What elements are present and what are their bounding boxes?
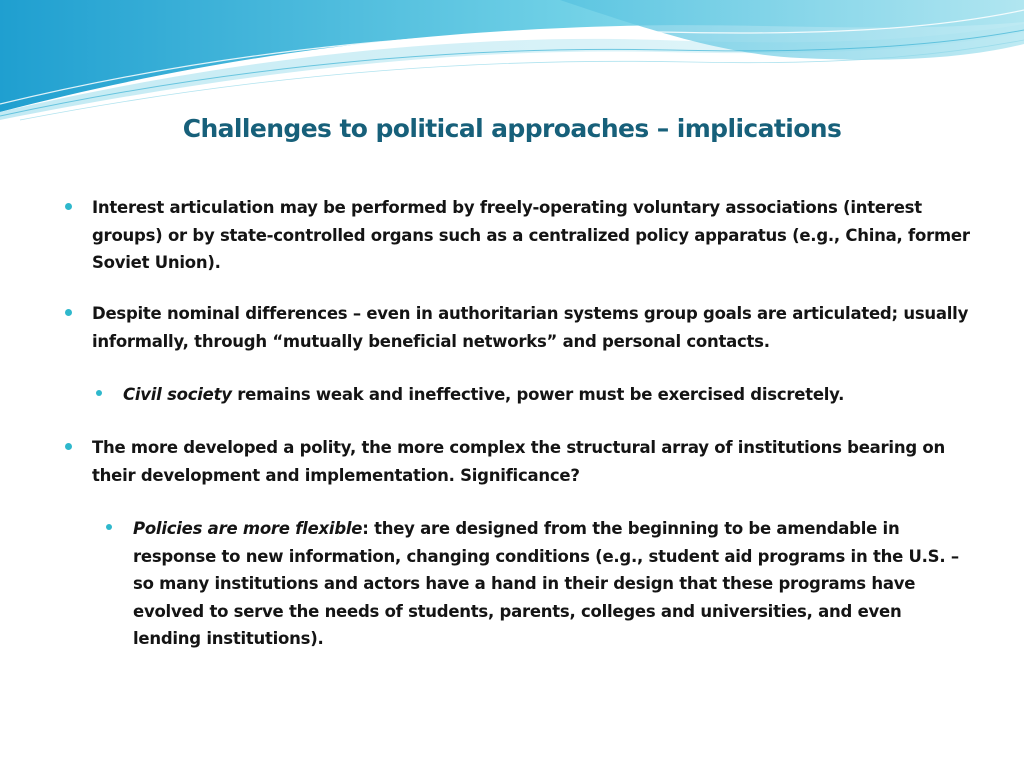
bullet-text: Despite nominal differences – even in authoritarian systems group goals are articulated; usually informally, through “mutually beneficial networks” and personal contacts. — [92, 304, 969, 351]
header-wave-decoration — [0, 0, 1024, 130]
bullet-item — [92, 194, 972, 277]
bullet-text: : they are designed from the beginning to be amendable in response to new information, changing conditions (e.g., student aid programs in the U.S. – so many institutions and actors have a hand in their design that these programs have evolved to serve the needs of students, parents, colleges and universities, and even lending institutions). — [133, 519, 959, 648]
bullet-item — [92, 434, 972, 489]
bullet-item — [92, 300, 972, 355]
bullet-text: Interest articulation may be performed by freely-operating voluntary associations (interest groups) or by state-controlled organs such as a centralized policy apparatus (e.g., China, former Soviet Union). — [92, 198, 970, 272]
bullet-icon — [65, 309, 72, 316]
bullet-emphasis: Policies are more flexible — [133, 519, 363, 538]
bullet-icon — [106, 524, 112, 530]
bullet-text: The more developed a polity, the more complex the structural array of institutions bearing on their development and implementation. Significance? — [92, 438, 945, 485]
bullet-text: remains weak and ineffective, power must be exercised discretely. — [231, 385, 845, 404]
sub-bullet-item — [123, 381, 983, 409]
bullet-icon — [65, 443, 72, 450]
sub-bullet-item — [133, 515, 973, 653]
bullet-icon — [65, 203, 72, 210]
bullet-icon — [96, 390, 102, 396]
slide-title: Challenges to political approaches – implications — [182, 114, 842, 143]
bullet-emphasis: Civil society — [123, 385, 232, 404]
